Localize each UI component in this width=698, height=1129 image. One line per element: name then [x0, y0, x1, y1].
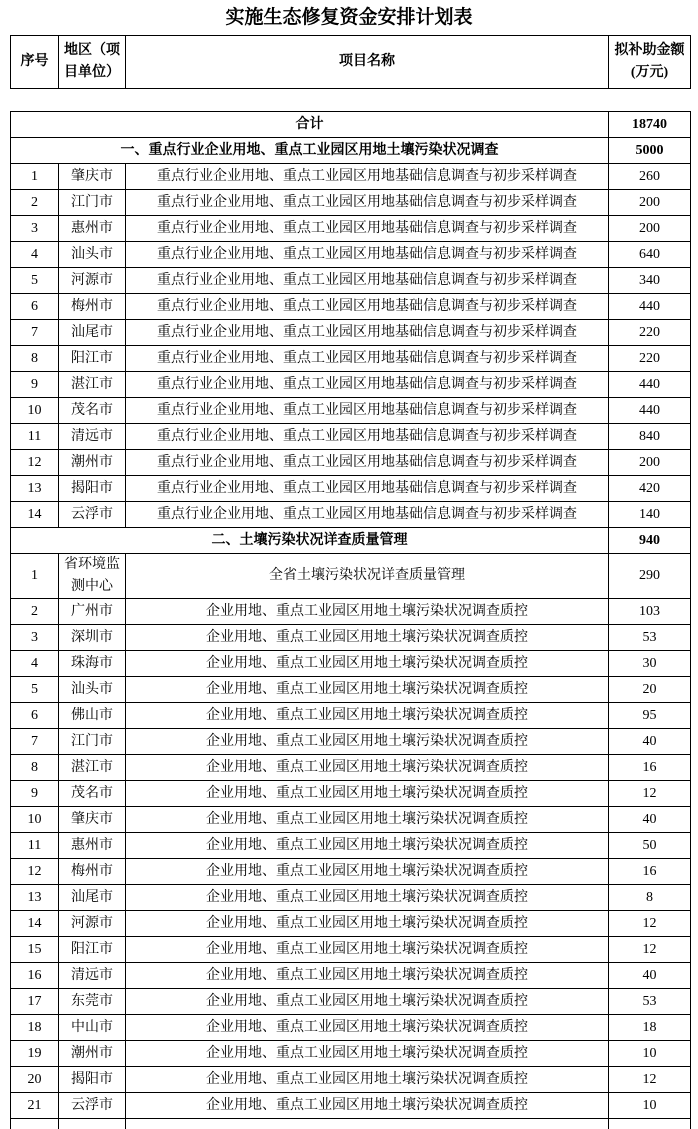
row-project: 企业用地、重点工业园区用地土壤污染状况调查质控 [126, 885, 609, 911]
row-amount: 95 [609, 703, 691, 729]
row-project: 企业用地、重点工业园区用地土壤污染状况调查质控 [126, 937, 609, 963]
row-seq [11, 1119, 59, 1129]
row-amount: 8 [609, 885, 691, 911]
row-seq: 2 [11, 599, 59, 625]
row-amount: 340 [609, 268, 691, 294]
row-project: 重点行业企业用地、重点工业园区用地基础信息调查与初步采样调查 [126, 346, 609, 372]
row-region: 佛山市 [59, 703, 126, 729]
table-row [11, 963, 691, 989]
row-amount: 40 [609, 807, 691, 833]
row-seq: 12 [11, 450, 59, 476]
row-seq: 2 [11, 190, 59, 216]
table-row [11, 677, 691, 703]
table-row [11, 1093, 691, 1119]
row-seq: 6 [11, 294, 59, 320]
row-region: 肇庆市 [59, 807, 126, 833]
row-project: 企业用地、重点工业园区用地土壤污染状况调查质控 [126, 625, 609, 651]
row-region: 省环境监测中心 [59, 554, 126, 599]
col-header-amount [609, 36, 691, 89]
row-region: 茂名市 [59, 781, 126, 807]
table-row [11, 1067, 691, 1093]
table-row [11, 1041, 691, 1067]
section-amount: 940 [609, 528, 691, 554]
row-seq: 20 [11, 1067, 59, 1093]
row-amount: 40 [609, 729, 691, 755]
row-amount: 53 [609, 625, 691, 651]
row-region: 惠州市 [59, 216, 126, 242]
row-amount: 420 [609, 476, 691, 502]
row-amount: 440 [609, 372, 691, 398]
row-seq: 9 [11, 372, 59, 398]
row-project: 重点行业企业用地、重点工业园区用地基础信息调查与初步采样调查 [126, 216, 609, 242]
row-region: 阳江市 [59, 346, 126, 372]
row-region: 中山市 [59, 1015, 126, 1041]
row-amount: 12 [609, 911, 691, 937]
row-project: 企业用地、重点工业园区用地土壤污染状况调查质控 [126, 1041, 609, 1067]
row-region: 汕尾市 [59, 885, 126, 911]
row-amount: 12 [609, 781, 691, 807]
row-amount: 200 [609, 216, 691, 242]
table-row [11, 242, 691, 268]
row-region: 茂名市 [59, 398, 126, 424]
row-seq: 4 [11, 242, 59, 268]
row-seq: 16 [11, 963, 59, 989]
table-row [11, 937, 691, 963]
row-seq: 7 [11, 729, 59, 755]
row-region: 清远市 [59, 963, 126, 989]
header-row [11, 36, 691, 89]
row-amount: 10 [609, 1093, 691, 1119]
table-row [11, 781, 691, 807]
row-project: 企业用地、重点工业园区用地土壤污染状况调查质控 [126, 989, 609, 1015]
row-project: 企业用地、重点工业园区用地土壤污染状况调查质控 [126, 833, 609, 859]
row-region: 阳江市 [59, 937, 126, 963]
row-amount: 200 [609, 190, 691, 216]
table-row [11, 729, 691, 755]
section-title: 二、土壤污染状况详查质量管理 [11, 528, 609, 554]
row-amount: 53 [609, 989, 691, 1015]
row-project: 企业用地、重点工业园区用地土壤污染状况调查质控 [126, 729, 609, 755]
row-seq: 3 [11, 625, 59, 651]
table-row [11, 885, 691, 911]
table-row [11, 859, 691, 885]
row-region: 梅州市 [59, 859, 126, 885]
row-region: 云浮市 [59, 1093, 126, 1119]
row-project: 企业用地、重点工业园区用地土壤污染状况调查质控 [126, 963, 609, 989]
row-amount: 140 [609, 502, 691, 528]
table-row [11, 372, 691, 398]
table-row [11, 1015, 691, 1041]
row-region: 汕尾市 [59, 320, 126, 346]
row-amount: 12 [609, 937, 691, 963]
table-row [11, 476, 691, 502]
row-region: 深圳市 [59, 625, 126, 651]
row-project: 企业用地、重点工业园区用地土壤污染状况调查质控 [126, 807, 609, 833]
row-project [126, 1119, 609, 1129]
table-row [11, 502, 691, 528]
row-amount: 260 [609, 164, 691, 190]
row-project: 企业用地、重点工业园区用地土壤污染状况调查质控 [126, 1015, 609, 1041]
row-seq: 11 [11, 424, 59, 450]
row-seq: 21 [11, 1093, 59, 1119]
summary-amount: 18740 [609, 112, 691, 138]
plan-table-body [11, 112, 691, 1129]
row-project: 重点行业企业用地、重点工业园区用地基础信息调查与初步采样调查 [126, 190, 609, 216]
section-amount: 5000 [609, 138, 691, 164]
col-header-amount-line2: (万元) [630, 65, 669, 80]
row-seq: 14 [11, 502, 59, 528]
row-project: 重点行业企业用地、重点工业园区用地基础信息调查与初步采样调查 [126, 294, 609, 320]
row-project: 企业用地、重点工业园区用地土壤污染状况调查质控 [126, 677, 609, 703]
row-region: 汕头市 [59, 242, 126, 268]
table-row [11, 216, 691, 242]
row-amount: 640 [609, 242, 691, 268]
row-project: 企业用地、重点工业园区用地土壤污染状况调查质控 [126, 703, 609, 729]
row-seq: 6 [11, 703, 59, 729]
table-row [11, 833, 691, 859]
summary-row [11, 112, 691, 138]
table-row [11, 190, 691, 216]
row-seq: 10 [11, 398, 59, 424]
row-amount: 40 [609, 963, 691, 989]
section-title: 一、重点行业企业用地、重点工业园区用地土壤污染状况调查 [11, 138, 609, 164]
section-header-row [11, 528, 691, 554]
row-seq: 19 [11, 1041, 59, 1067]
table-row [11, 599, 691, 625]
row-seq: 3 [11, 216, 59, 242]
row-project: 企业用地、重点工业园区用地土壤污染状况调查质控 [126, 755, 609, 781]
row-amount: 840 [609, 424, 691, 450]
row-project: 企业用地、重点工业园区用地土壤污染状况调查质控 [126, 599, 609, 625]
row-region: 广州市 [59, 599, 126, 625]
row-seq: 11 [11, 833, 59, 859]
row-region [59, 1119, 126, 1129]
row-seq: 15 [11, 937, 59, 963]
row-amount: 18 [609, 1015, 691, 1041]
partial-row [11, 1119, 691, 1129]
row-project: 全省土壤污染状况详查质量管理 [126, 554, 609, 599]
row-project: 重点行业企业用地、重点工业园区用地基础信息调查与初步采样调查 [126, 164, 609, 190]
row-project: 重点行业企业用地、重点工业园区用地基础信息调查与初步采样调查 [126, 502, 609, 528]
row-region: 梅州市 [59, 294, 126, 320]
row-amount [609, 1119, 691, 1129]
row-region: 云浮市 [59, 502, 126, 528]
row-seq: 17 [11, 989, 59, 1015]
table-row [11, 703, 691, 729]
table-row [11, 554, 691, 599]
row-project: 重点行业企业用地、重点工业园区用地基础信息调查与初步采样调查 [126, 320, 609, 346]
table-row [11, 268, 691, 294]
row-region: 惠州市 [59, 833, 126, 859]
row-region: 潮州市 [59, 450, 126, 476]
row-region: 珠海市 [59, 651, 126, 677]
summary-label: 合计 [11, 112, 609, 138]
row-seq: 7 [11, 320, 59, 346]
document-title: 实施生态修复资金安排计划表 [225, 7, 473, 28]
row-project: 企业用地、重点工业园区用地土壤污染状况调查质控 [126, 859, 609, 885]
table-row [11, 320, 691, 346]
col-header-seq: 序号 [11, 36, 59, 89]
row-amount: 12 [609, 1067, 691, 1093]
row-seq: 5 [11, 677, 59, 703]
row-project: 企业用地、重点工业园区用地土壤污染状况调查质控 [126, 651, 609, 677]
row-project: 重点行业企业用地、重点工业园区用地基础信息调查与初步采样调查 [126, 372, 609, 398]
row-region: 揭阳市 [59, 476, 126, 502]
row-region: 清远市 [59, 424, 126, 450]
row-region: 肇庆市 [59, 164, 126, 190]
row-project: 重点行业企业用地、重点工业园区用地基础信息调查与初步采样调查 [126, 268, 609, 294]
row-amount: 20 [609, 677, 691, 703]
table-row [11, 651, 691, 677]
row-project: 重点行业企业用地、重点工业园区用地基础信息调查与初步采样调查 [126, 398, 609, 424]
table-row [11, 424, 691, 450]
table-row [11, 164, 691, 190]
section-header-row [11, 138, 691, 164]
row-seq: 13 [11, 476, 59, 502]
row-region: 湛江市 [59, 755, 126, 781]
row-seq: 8 [11, 346, 59, 372]
row-project: 企业用地、重点工业园区用地土壤污染状况调查质控 [126, 781, 609, 807]
table-row [11, 294, 691, 320]
row-seq: 18 [11, 1015, 59, 1041]
row-seq: 10 [11, 807, 59, 833]
row-seq: 1 [11, 164, 59, 190]
row-seq: 13 [11, 885, 59, 911]
col-header-amount-line1: 拟补助金额 [614, 43, 685, 59]
row-project: 重点行业企业用地、重点工业园区用地基础信息调查与初步采样调查 [126, 450, 609, 476]
row-project: 重点行业企业用地、重点工业园区用地基础信息调查与初步采样调查 [126, 242, 609, 268]
row-project: 企业用地、重点工业园区用地土壤污染状况调查质控 [126, 1067, 609, 1093]
table-row [11, 450, 691, 476]
row-region: 河源市 [59, 911, 126, 937]
plan-table [10, 111, 691, 1129]
row-seq: 8 [11, 755, 59, 781]
row-seq: 12 [11, 859, 59, 885]
row-project: 重点行业企业用地、重点工业园区用地基础信息调查与初步采样调查 [126, 476, 609, 502]
row-region: 江门市 [59, 190, 126, 216]
row-amount: 50 [609, 833, 691, 859]
row-seq: 9 [11, 781, 59, 807]
row-region: 东莞市 [59, 989, 126, 1015]
row-seq: 14 [11, 911, 59, 937]
row-amount: 30 [609, 651, 691, 677]
row-region: 江门市 [59, 729, 126, 755]
row-project: 企业用地、重点工业园区用地土壤污染状况调查质控 [126, 911, 609, 937]
row-region: 湛江市 [59, 372, 126, 398]
row-seq: 4 [11, 651, 59, 677]
row-amount: 10 [609, 1041, 691, 1067]
row-amount: 290 [609, 554, 691, 599]
table-row [11, 807, 691, 833]
table-row [11, 398, 691, 424]
row-amount: 440 [609, 398, 691, 424]
row-amount: 440 [609, 294, 691, 320]
col-header-project: 项目名称 [126, 36, 609, 89]
header-table [10, 35, 691, 89]
table-row [11, 911, 691, 937]
row-region: 河源市 [59, 268, 126, 294]
row-seq: 5 [11, 268, 59, 294]
row-amount: 220 [609, 346, 691, 372]
col-header-region: 地区（项目单位） [59, 36, 126, 89]
row-region: 潮州市 [59, 1041, 126, 1067]
row-amount: 220 [609, 320, 691, 346]
row-region: 汕头市 [59, 677, 126, 703]
row-amount: 103 [609, 599, 691, 625]
table-row [11, 625, 691, 651]
row-region: 揭阳市 [59, 1067, 126, 1093]
table-row [11, 346, 691, 372]
row-seq: 1 [11, 554, 59, 599]
row-amount: 16 [609, 755, 691, 781]
table-row [11, 989, 691, 1015]
row-amount: 200 [609, 450, 691, 476]
row-amount: 16 [609, 859, 691, 885]
table-row [11, 755, 691, 781]
row-project: 重点行业企业用地、重点工业园区用地基础信息调查与初步采样调查 [126, 424, 609, 450]
row-project: 企业用地、重点工业园区用地土壤污染状况调查质控 [126, 1093, 609, 1119]
